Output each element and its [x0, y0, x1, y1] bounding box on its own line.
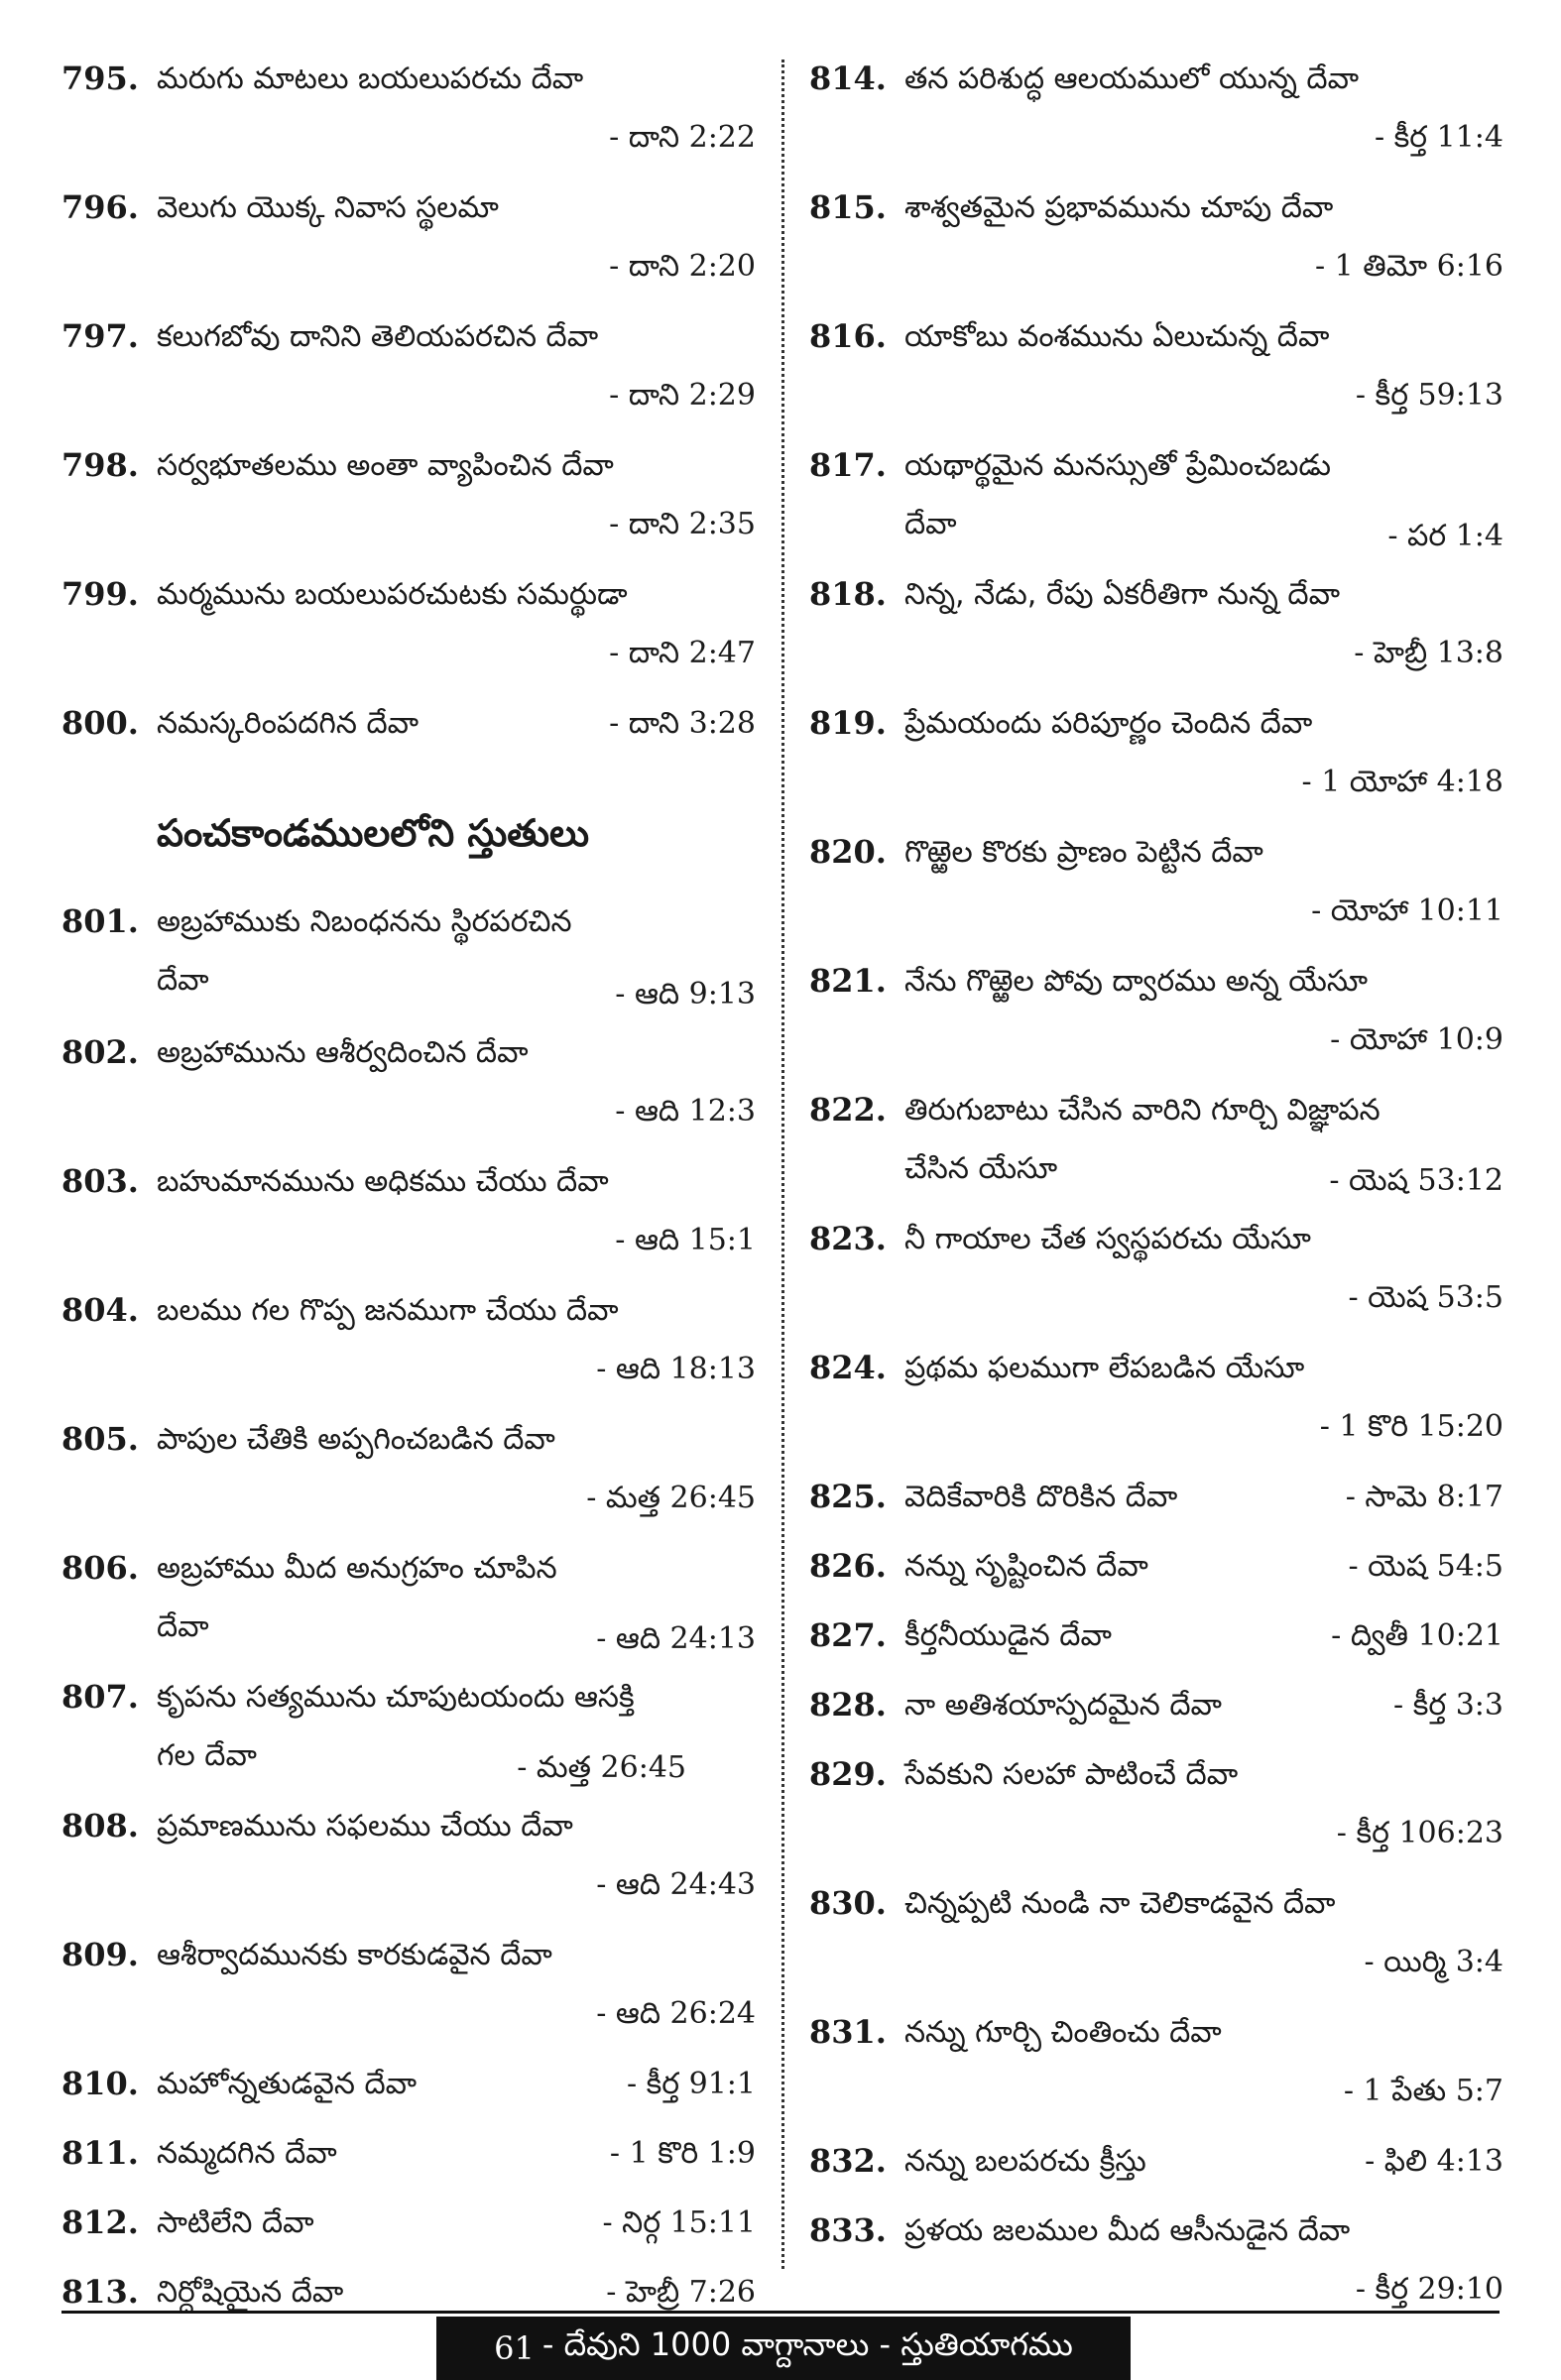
item-reference: - దాని 2:20 [609, 249, 756, 284]
item-text: నన్ను గూర్చి చింతించు దేవా [904, 2015, 1222, 2050]
list-item [61, 1023, 756, 1152]
item-text: యాకోబు వంశమును ఏలుచున్న దేవా [904, 319, 1330, 354]
item-number: 831. [809, 2013, 887, 2051]
item-text: చిన్నప్పటి నుండి నా చెలికాడవైన దేవా [904, 1886, 1336, 1921]
list-item [61, 2055, 756, 2124]
item-reference: - 1 పేతు 5:7 [1343, 2074, 1503, 2108]
item-reference: - ఆది 24:13 [596, 1621, 756, 1656]
list-item [61, 2124, 756, 2194]
list-item [61, 436, 756, 565]
item-reference: - మత్త 26:45 [586, 1481, 756, 1515]
item-text: మహోన్నతుడవైన దేవా [157, 2067, 418, 2101]
list-item [809, 307, 1503, 436]
item-reference: - ఆది 18:13 [596, 1352, 756, 1386]
list-item [809, 1468, 1503, 1537]
item-number: 813. [61, 2273, 139, 2311]
item-reference: - కీర్త 91:1 [626, 2067, 756, 2101]
item-reference: - ఫిలి 4:13 [1365, 2144, 1503, 2179]
item-number: 823. [809, 1220, 887, 1257]
item-text: అబ్రహాము మీద అనుగ్రహం చూపిన [157, 1551, 557, 1586]
item-text: మరుగు మాటలు బయలుపరచు దేవా [157, 61, 584, 96]
item-reference: - 1 తిమో 6:16 [1314, 249, 1503, 284]
list-item [809, 1537, 1503, 1606]
item-number: 800. [61, 704, 139, 742]
item-text: తన పరిశుద్ధ ఆలయములో యున్న దేవా [904, 61, 1360, 96]
list-item [809, 1676, 1503, 1745]
item-reference: - ఆది 12:3 [615, 1094, 756, 1129]
item-text: సర్వభూతలము అంతా వ్యాపించిన దేవా [157, 448, 614, 483]
list-item [61, 1668, 756, 1797]
page-number: 61 [494, 2329, 535, 2367]
item-number: 827. [809, 1616, 887, 1654]
item-text: ప్రేమయందు పరిపూర్ణం చెందిన దేవా [904, 706, 1313, 741]
item-reference: - యెష 54:5 [1348, 1549, 1503, 1584]
list-item [61, 1797, 756, 1926]
list-item [809, 1210, 1503, 1339]
item-number: 804. [61, 1291, 139, 1329]
item-text: ప్రమాణమును సఫలము చేయు దేవా [157, 1809, 573, 1844]
list-item [809, 178, 1503, 307]
item-text-continued: చేసిన యేసూ [904, 1151, 1058, 1186]
item-reference: - ఆది 26:24 [596, 1996, 756, 2031]
item-number: 821. [809, 962, 887, 1000]
item-text: కీర్తనీయుడైన దేవా [904, 1618, 1112, 1653]
list-item [809, 1606, 1503, 1676]
item-number: 798. [61, 446, 139, 484]
item-text: నిర్దోషియైన దేవా [157, 2275, 344, 2310]
item-number: 805. [61, 1420, 139, 1458]
item-number: 801. [61, 902, 139, 940]
item-text: బలము గల గొప్ప జనముగా చేయు దేవా [157, 1293, 619, 1328]
item-reference: - కీర్త 3:3 [1393, 1688, 1503, 1723]
item-text: కలుగబోవు దానిని తెలియపరచిన దేవా [157, 319, 599, 354]
list-item [809, 1081, 1503, 1210]
item-reference: - 1 యోహా 4:18 [1301, 765, 1503, 799]
item-number: 817. [809, 446, 887, 484]
list-item [61, 1152, 756, 1281]
item-text: నన్ను బలపరచు క్రీస్తు [904, 2144, 1146, 2179]
item-number: 832. [809, 2142, 887, 2180]
item-reference: - యోహా 10:9 [1330, 1022, 1503, 1057]
item-number: 820. [809, 833, 887, 871]
item-reference: - యెష 53:5 [1348, 1280, 1503, 1315]
item-reference: - యెష 53:12 [1329, 1163, 1503, 1198]
list-item [61, 892, 756, 1023]
item-text-continued: దేవా [904, 507, 957, 541]
item-number: 799. [61, 575, 139, 613]
item-reference: - మత్త 26:45 [517, 1750, 686, 1785]
item-text: నమ్మదగిన దేవా [157, 2136, 337, 2171]
item-reference: - సామె 8:17 [1345, 1480, 1503, 1514]
column-divider [781, 60, 784, 2269]
list-item [61, 307, 756, 436]
right-column [809, 50, 1503, 2330]
item-text-continued: దేవా [157, 1609, 209, 1644]
item-text: నీ గాయాల చేత స్వస్థపరచు యేసూ [904, 1222, 1311, 1256]
item-reference: - కీర్త 59:13 [1355, 378, 1503, 413]
list-item [809, 1339, 1503, 1468]
list-item [809, 823, 1503, 952]
list-item [809, 2132, 1503, 2202]
item-text: మర్మమును బయలుపరచుటకు సమర్థుడా [157, 577, 628, 612]
item-number: 807. [61, 1678, 139, 1716]
list-item [61, 1926, 756, 2055]
item-number: 818. [809, 575, 887, 613]
item-text: ఆశీర్వాదమునకు కారకుడవైన దేవా [157, 1938, 552, 1972]
item-reference: - దాని 2:29 [609, 378, 756, 413]
left-column [61, 50, 756, 2332]
item-reference: - 1 కొరి 1:9 [609, 2136, 756, 2171]
item-number: 803. [61, 1162, 139, 1200]
item-text: ప్రథమ ఫలముగా లేపబడిన యేసూ [904, 1351, 1305, 1385]
item-number: 825. [809, 1478, 887, 1515]
item-reference: - ద్వితీ 10:21 [1331, 1618, 1503, 1653]
item-number: 808. [61, 1807, 139, 1844]
item-text: శాశ్వతమైన ప్రభావమును చూపు దేవా [904, 190, 1334, 225]
item-number: 819. [809, 704, 887, 742]
list-item [61, 565, 756, 694]
item-text: నమస్కరింపదగిన దేవా [157, 706, 420, 741]
list-item [809, 436, 1503, 565]
item-number: 796. [61, 188, 139, 226]
item-reference: - యోహా 10:11 [1311, 893, 1503, 928]
list-item [809, 2003, 1503, 2132]
item-number: 806. [61, 1549, 139, 1587]
item-text: నిన్న, నేడు, రేపు ఏకరీతిగా నున్న దేవా [904, 577, 1341, 612]
item-text: ప్రళయ జలముల మీద ఆసీనుడైన దేవా [904, 2213, 1351, 2248]
item-number: 829. [809, 1755, 887, 1793]
item-text: సాటిలేని దేవా [157, 2205, 314, 2240]
item-reference: - కీర్త 106:23 [1336, 1816, 1503, 1850]
item-reference: - నిర్గ 15:11 [602, 2205, 756, 2240]
list-item [61, 178, 756, 307]
item-text: తిరుగుబాటు చేసిన వారిని గూర్చి విజ్ఞాపన [904, 1093, 1381, 1128]
item-text: నేను గొఱ్ఱెల పోవు ద్వారము అన్న యేసూ [904, 964, 1368, 999]
item-reference: - హెబ్రీ 7:26 [606, 2275, 756, 2310]
list-item [61, 50, 756, 178]
item-text-continued: దేవా [157, 963, 209, 998]
item-text: యథార్థమైన మనస్సుతో ప్రేమించబడు [904, 448, 1331, 483]
item-reference: - కీర్త 29:10 [1355, 2272, 1503, 2307]
list-item [809, 50, 1503, 178]
item-text: అబ్రహాముకు నిబంధనను స్థిరపరచిన [157, 904, 572, 939]
item-number: 815. [809, 188, 887, 226]
item-number: 797. [61, 317, 139, 355]
item-number: 812. [61, 2203, 139, 2241]
item-number: 824. [809, 1349, 887, 1386]
list-item [61, 1539, 756, 1668]
item-number: 814. [809, 60, 887, 97]
list-item [61, 694, 756, 764]
book-title: - దేవుని 1000 వాగ్దానాలు - స్తుతియాగము [541, 2325, 1073, 2363]
item-text: నన్ను సృష్టించిన దేవా [904, 1549, 1148, 1584]
item-text: పాపుల చేతికి అప్పగించబడిన దేవా [157, 1422, 555, 1457]
item-number: 795. [61, 60, 139, 97]
list-item [809, 565, 1503, 694]
item-reference: - 1 కొరి 15:20 [1319, 1409, 1503, 1444]
item-number: 828. [809, 1686, 887, 1724]
item-number: 830. [809, 1884, 887, 1922]
item-number: 810. [61, 2065, 139, 2102]
list-item [809, 694, 1503, 823]
item-reference: - ఆది 9:13 [615, 977, 756, 1012]
footer-rule [61, 2311, 1500, 2314]
item-text: అబ్రహామును ఆశీర్వదించిన దేవా [157, 1035, 529, 1070]
item-reference: - హెబ్రీ 13:8 [1354, 636, 1503, 670]
item-number: 833. [809, 2211, 887, 2249]
item-reference: - యిర్మి 3:4 [1364, 1945, 1503, 1979]
list-item [61, 1410, 756, 1539]
item-text: వెలుగు యొక్క నివాస స్థలమా [157, 190, 499, 225]
item-reference: - దాని 2:47 [609, 636, 756, 670]
item-text: గొఱ్ఱెల కొరకు ప్రాణం పెట్టిన దేవా [904, 835, 1263, 870]
item-reference: - కీర్త 11:4 [1374, 120, 1503, 155]
list-item [61, 2194, 756, 2263]
page-footer [436, 2317, 1131, 2380]
list-item [809, 952, 1503, 1081]
item-reference: - పర 1:4 [1387, 519, 1503, 553]
item-text: సేవకుని సలహా పాటించే దేవా [904, 1757, 1239, 1792]
item-reference: - దాని 2:22 [609, 120, 756, 155]
item-number: 826. [809, 1547, 887, 1585]
item-reference: - ఆది 15:1 [615, 1223, 756, 1257]
item-number: 802. [61, 1033, 139, 1071]
list-item [809, 1745, 1503, 1874]
item-reference: - ఆది 24:43 [596, 1867, 756, 1902]
item-text: కృపను సత్యమును చూపుటయందు ఆసక్తి [157, 1680, 635, 1715]
item-text: నా అతిశయాస్పదమైన దేవా [904, 1688, 1223, 1723]
item-text-continued: గల దేవా [157, 1738, 257, 1773]
item-number: 811. [61, 2134, 139, 2172]
item-number: 822. [809, 1091, 887, 1129]
list-item [61, 1281, 756, 1410]
item-reference: - దాని 3:28 [609, 706, 756, 741]
item-reference: - దాని 2:35 [609, 507, 756, 541]
item-number: 816. [809, 317, 887, 355]
item-number: 809. [61, 1936, 139, 1973]
list-item [809, 1874, 1503, 2003]
item-text: వెదికేవారికి దొరికిన దేవా [904, 1480, 1178, 1514]
item-text: బహుమానమును అధికము చేయు దేవా [157, 1164, 609, 1199]
section-heading: పంచకాండములలోని స్తుతులు [157, 811, 590, 855]
